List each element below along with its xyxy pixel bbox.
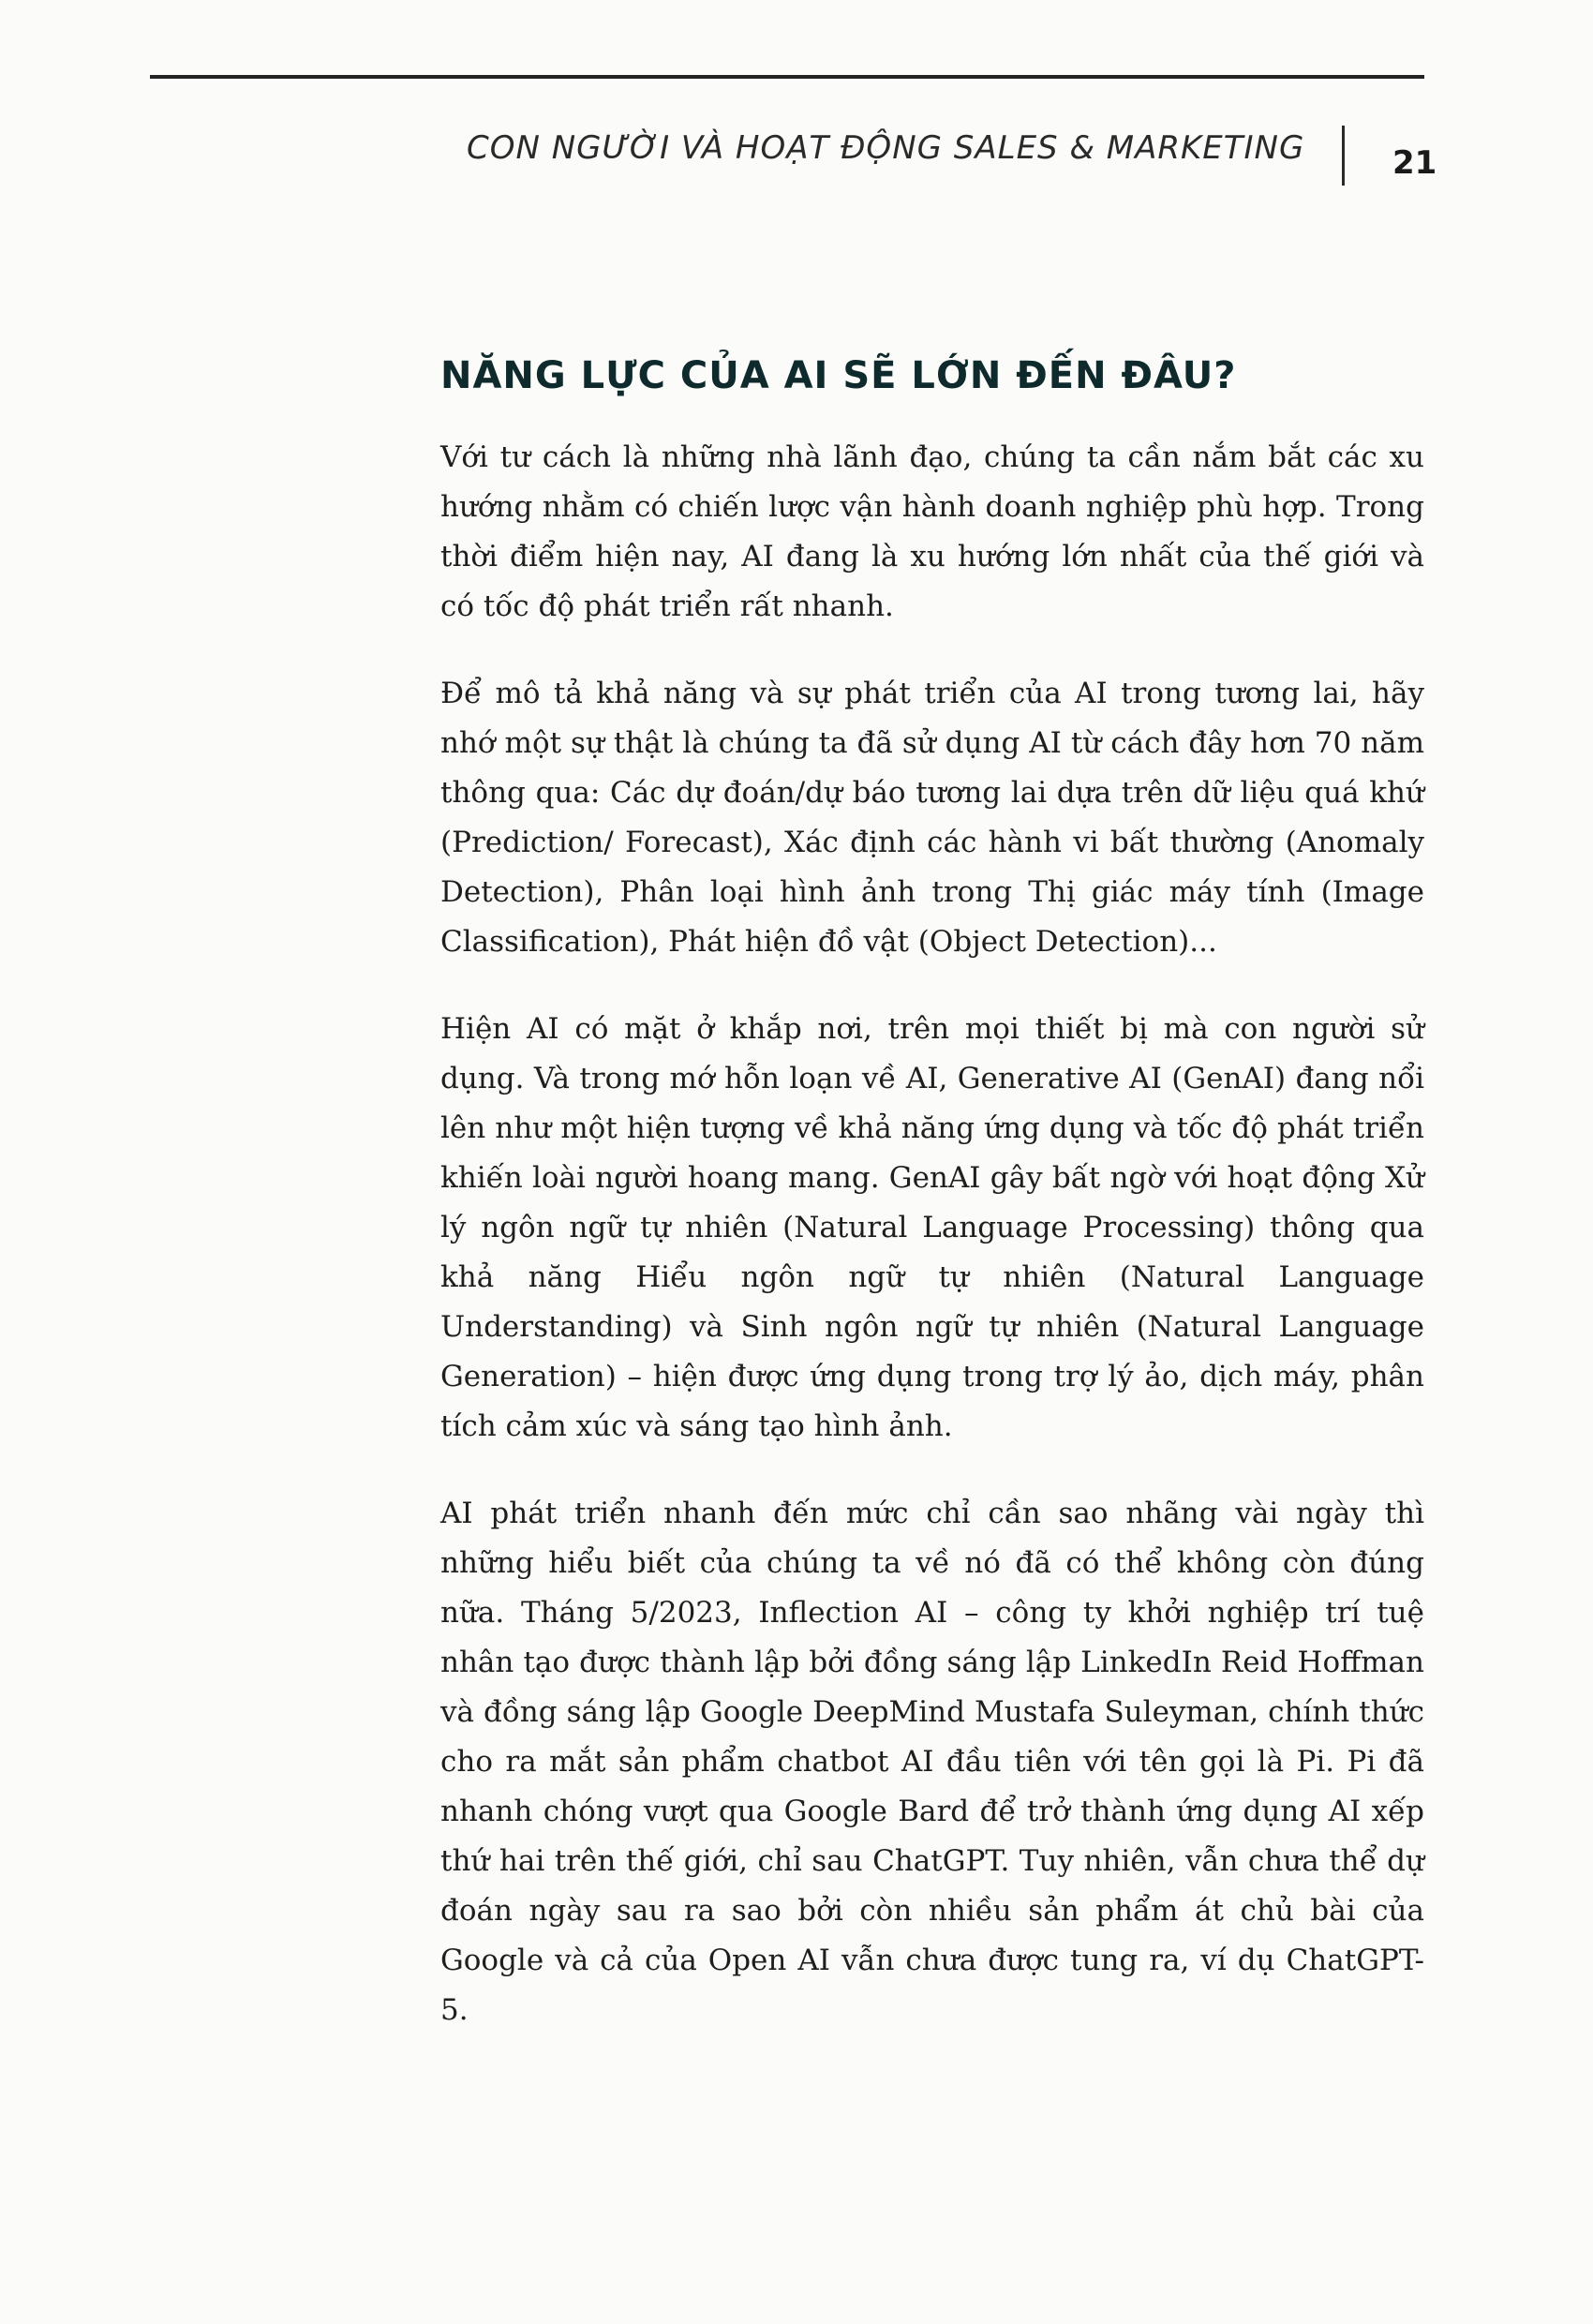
section-heading: NĂNG LỰC CỦA AI SẼ LỚN ĐẾN ĐÂU? — [440, 354, 1237, 397]
running-title: CON NGƯỜI VÀ HOẠT ĐỘNG SALES & MARKETING — [467, 129, 1305, 167]
body-text — [440, 433, 1424, 2073]
page-number: 21 — [1392, 144, 1437, 182]
paragraph-4: AI phát triển nhanh đến mức chỉ cần sao nhãng vài ngày thì những hiểu biết của chúng ta về nó đã có thể không còn đúng nữa. Tháng 5/2023, Inflection AI – công ty khởi nghiệp trí tuệ nhân tạo được thành lập bởi đồng sáng lập LinkedIn Reid Hoffman và đồng sáng lập Google DeepMind Mustafa Suleyman, chính thức cho ra mắt sản phẩm chatbot AI đầu tiên với tên gọi là Pi. Pi đã nhanh chóng vượt qua Google Bard để trở thành ứng dụng AI xếp thứ hai trên thế giới, chỉ sau ChatGPT. Tuy nhiên, vẫn chưa thể dự đoán ngày sau ra sao bởi còn nhiều sản phẩm át chủ bài của Google và cả của Open AI vẫn chưa được tung ra, ví dụ ChatGPT-5. — [440, 1497, 1424, 2027]
header-divider — [1342, 126, 1345, 186]
paragraph-3: Hiện AI có mặt ở khắp nơi, trên mọi thiết bị mà con người sử dụng. Và trong mớ hỗn loạn về AI, Generative AI (GenAI) đang nổi lên như một hiện tượng về khả năng ứng dụng và tốc độ phát triển khiến loài người hoang mang. GenAI gây bất ngờ với hoạt động Xử lý ngôn ngữ tự nhiên (Natural Language Processing) thông qua khả năng Hiểu ngôn ngữ tự nhiên (Natural Language Understanding) và Sinh ngôn ngữ tự nhiên (Natural Language Generation) – hiện được ứng dụng trong trợ lý ảo, dịch máy, phân tích cảm xúc và sáng tạo hình ảnh. — [440, 1012, 1424, 1443]
header-rule — [150, 75, 1424, 79]
paragraph-2: Để mô tả khả năng và sự phát triển của AI trong tương lai, hãy nhớ một sự thật là chúng ta đã sử dụng AI từ cách đây hơn 70 năm thông qua: Các dự đoán/dự báo tương lai dựa trên dữ liệu quá khứ (Prediction/ Forecast), Xác định các hành vi bất thường (Anomaly Detection), Phân loại hình ảnh trong Thị giác máy tính (Image Classification), Phát hiện đồ vật (Object Detection)... — [440, 677, 1424, 959]
paragraph-1: Với tư cách là những nhà lãnh đạo, chúng ta cần nắm bắt các xu hướng nhằm có chiến lược vận hành doanh nghiệp phù hợp. Trong thời điểm hiện nay, AI đang là xu hướng lớn nhất của thế giới và có tốc độ phát triển rất nhanh. — [440, 440, 1424, 623]
